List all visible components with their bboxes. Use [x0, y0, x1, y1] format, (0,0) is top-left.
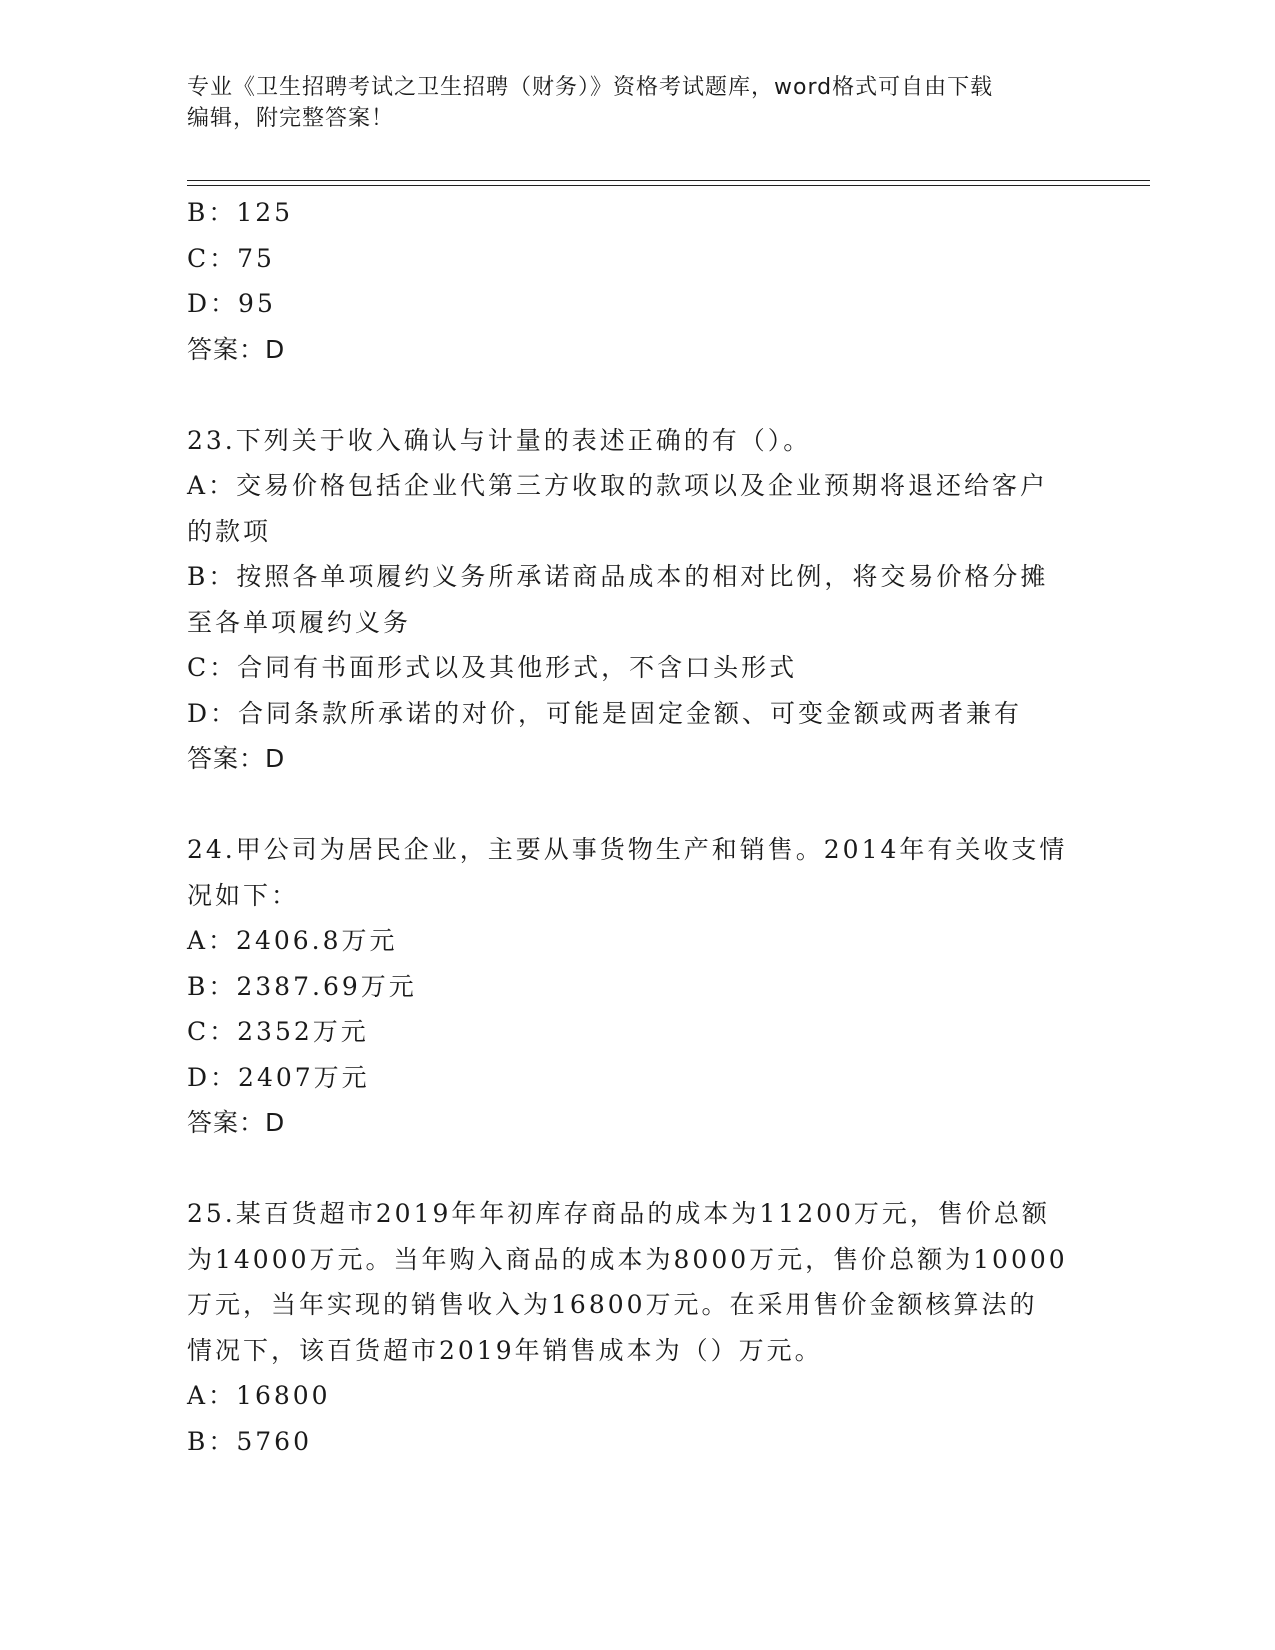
option-line: D：2407万元: [187, 1062, 370, 1092]
option-line: B：2387.69万元: [187, 971, 417, 1001]
answer-line: 答案：D: [187, 744, 286, 773]
question-23: [187, 418, 1087, 782]
header-rule-top: [187, 180, 1150, 181]
spacer: [187, 1146, 1087, 1192]
option-line: 至各单项履约义务: [187, 607, 412, 637]
answer-line: 答案：D: [187, 1108, 286, 1137]
option-line: B：按照各单项履约义务所承诺商品成本的相对比例，将交易价格分摊: [187, 562, 1049, 591]
option-line: D：95: [187, 289, 276, 318]
question-stem: 情况下，该百货超市2019年销售成本为（）万元。: [187, 1335, 823, 1365]
header-rule-bottom: [187, 185, 1150, 186]
question-stem: 况如下：: [187, 880, 300, 910]
spacer: [187, 782, 1087, 828]
option-line: C：75: [187, 243, 275, 273]
spacer: [187, 372, 1087, 418]
question-25: [187, 1191, 1087, 1464]
option-line: B：125: [187, 198, 294, 227]
answer-line: 答案：D: [187, 334, 286, 364]
option-line: 的款项: [187, 516, 272, 546]
option-line: C：合同有书面形式以及其他形式，不含口头形式: [187, 653, 798, 682]
page-header: [187, 72, 1067, 134]
question-stem: 为14000万元。当年购入商品的成本为8000万元，售价总额为10000: [187, 1244, 1068, 1274]
header-line-2: 编辑，附完整答案！: [187, 106, 395, 131]
option-line: D：合同条款所承诺的对价，可能是固定金额、可变金额或两者兼有: [187, 698, 1023, 728]
option-line: A：16800: [187, 1381, 331, 1410]
header-line-1: 专业《卫生招聘考试之卫生招聘（财务）》资格考试题库，word格式可自由下载: [187, 75, 994, 100]
option-line: A：2406.8万元: [187, 926, 398, 955]
option-line: C：2352万元: [187, 1017, 369, 1046]
question-22-continued: [187, 190, 1087, 372]
question-stem: 24.甲公司为居民企业，主要从事货物生产和销售。2014年有关收支情: [187, 835, 1068, 864]
question-stem: 23.下列关于收入确认与计量的表述正确的有（）。: [187, 425, 812, 455]
question-stem: 万元，当年实现的销售收入为16800万元。在采用售价金额核算法的: [187, 1290, 1038, 1319]
option-line: A：交易价格包括企业代第三方收取的款项以及企业预期将退还给客户: [187, 471, 1049, 500]
question-24: [187, 827, 1087, 1146]
option-line: B：5760: [187, 1426, 312, 1456]
question-stem: 25.某百货超市2019年年初库存商品的成本为11200万元，售价总额: [187, 1199, 1050, 1228]
document-body: [187, 190, 1087, 1464]
